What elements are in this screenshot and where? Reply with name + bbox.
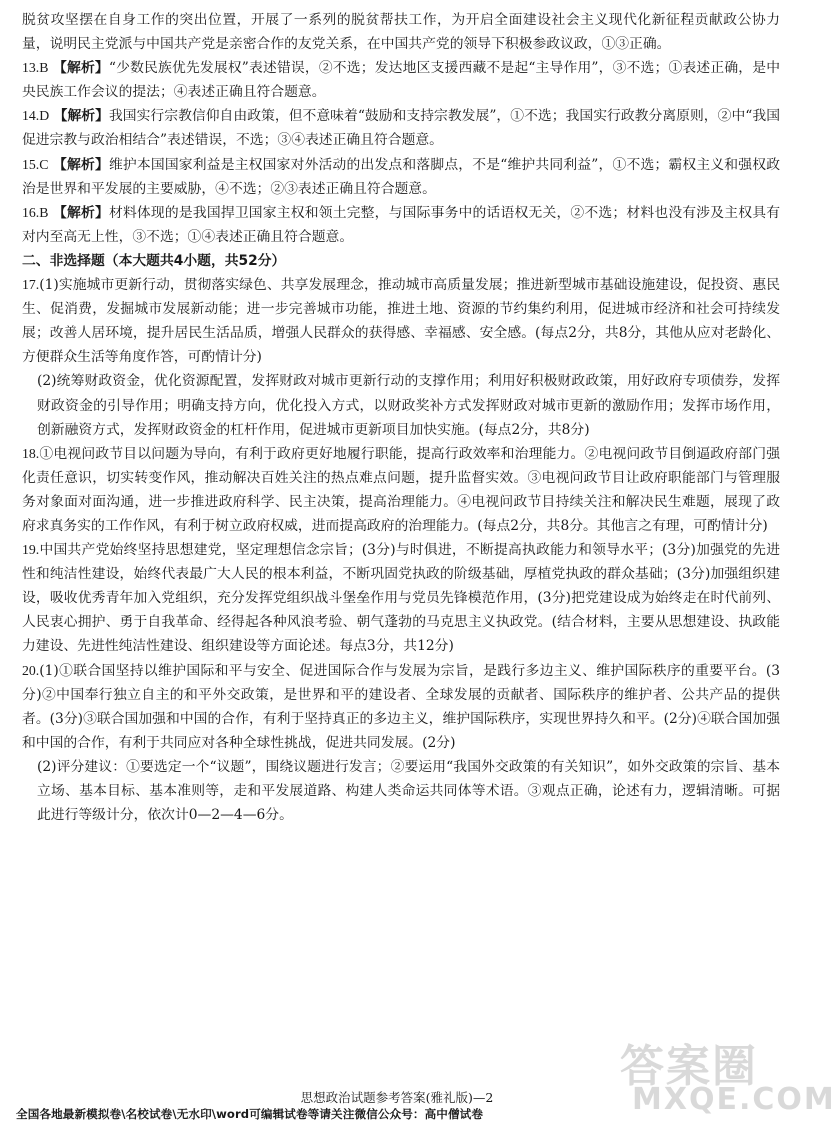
item-text: 维护本国国家利益是主权国家对外活动的出发点和落脚点，不是“维护共同利益”，①不选；霸权主义和强权政治是世界和平发展的主要威胁，④不选；②③表述正确且符合题意。 [22, 156, 781, 197]
item-number: 18. [22, 445, 40, 461]
intro-paragraph: 脱贫攻坚摆在自身工作的突出位置，开展了一系列的脱贫帮扶工作，为开启全面建设社会主义现代化新征程贡献政公协力量，说明民主党派与中国共产党是亲密合作的友党关系，在中国共产党的领导下积极参政议政，①③正确。 [22, 12, 780, 53]
answer-item-13 [22, 56, 780, 104]
item-number: 17. [22, 277, 40, 293]
logo-chinese-text: 答案圈 [620, 1041, 758, 1092]
answer-item-15 [22, 153, 780, 201]
item-text: (1)实施城市更新行动，贯彻落实绿色、共享发展理念，推动城市高质量发展；推进新型城市基础设施建设，促投资、惠民生、促消费，发掘城市发展新动能；进一步完善城市功能，推进土地、资源的节约集约利用，促进城市经济和社会可持续发展；改善人居环境，提升居民生活品质，增强人民群众的获得感、幸福感、安全感。(每点2分，共8分，其他从应对老龄化、方便群众生活等角度作答，可酌情计分) [22, 277, 780, 366]
page-footer-note: 全国各地最新模拟卷\名校试卷\无水印\word可编辑试卷等请关注微信公众号：高中僧试卷 [16, 1107, 484, 1121]
answer-item-14 [22, 104, 780, 152]
item-text: 材料体现的是我国捍卫国家主权和领土完整，与国际事务中的话语权无关，②不选；材料也没有涉及主权具有对内至高无上性，③不选；①④表述正确且符合题意。 [22, 204, 781, 245]
page-footer-title: 思想政治试题参考答案(雅礼版)—2 [300, 1090, 494, 1105]
answer-item-20-part2: (2)评分建议：①要选定一个“议题”，围绕议题进行发言；②要运用“我国外交政策的有关知识”，如外交政策的宗旨、基本立场、基本目标、基本准则等，走和平发展道路、构建人类命运共同体等术语。③观点正确，论述有力，逻辑清晰。可据此进行等级计分，依次计0—2—4—6分。 [37, 758, 780, 824]
item-number: 14.D [22, 108, 50, 124]
answer-item-18 [22, 442, 780, 538]
item-number: 13.B [22, 60, 49, 76]
answer-item-16 [22, 201, 780, 249]
watermark-logo [620, 1030, 836, 1120]
section-heading: 二、非选择题（本大题共4小题，共52分） [22, 252, 286, 269]
analysis-tag: 【解析】 [53, 108, 109, 125]
analysis-tag: 【解析】 [53, 204, 109, 221]
item-text: (1)①联合国坚持以维护国际和平与安全、促进国际合作与发展为宗旨，是践行多边主义、维护国际秩序的重要平台。(3分)②中国奉行独立自主的和平外交政策，是世界和平的建设者、全球发展的贡献者、国际秩序的维护者、公共产品的提供者。(3分)③联合国加强和中国的合作，有利于坚持真正的多边主义，维护国际秩序，实现世界持久和平。(2分)④联合国加强和中国的合作，有利于共同应对各种全球性挑战，促进共同发展。(2分) [22, 662, 780, 751]
answer-item-17-part2: (2)统筹财政资金，优化资源配置，发挥财政对城市更新行动的支撑作用；利用好积极财政政策，用好政府专项债券，发挥财政资金的引导作用；明确支持方向，优化投入方式，以财政奖补方式发挥财政对城市更新的激励作用；发挥市场作用，创新融资方式，发挥财政资金的杠杆作用，促进城市更新项目加快实施。(每点2分，共8分) [37, 373, 780, 438]
item-number: 16.B [22, 204, 49, 220]
analysis-tag: 【解析】 [53, 60, 109, 77]
item-text: 中国共产党始终坚持思想建党，坚定理想信念宗旨；(3分)与时俱进，不断提高执政能力和领导水平；(3分)加强党的先进性和纯洁性建设，始终代表最广大人民的根本利益，不断巩固党执政的阶级基础，厚植党执政的群众基础；(3分)加强组织建设，吸收优秀青年加入党组织，充分发挥党组织战斗堡垒作用与党员先锋模范作用，(3分)把党建设成为始终走在时代前列、人民衷心拥护、勇于自我革命、经得起各种风浪考验、朝气蓬勃的马克思主义执政党。(结合材料，主要从思想建设、执政能力建设、先进性纯洁性建设、组织建设等方面论述。每点3分，共12分) [22, 542, 780, 655]
answer-item-19 [22, 538, 780, 658]
answer-page [22, 8, 780, 827]
item-text: “少数民族优先发展权”表述错误，②不选；发达地区支援西藏不是起“主导作用”，③不选；①表述正确，是中央民族工作会议的提法；④表述正确且符合题意。 [22, 60, 781, 101]
analysis-tag: 【解析】 [53, 156, 109, 173]
item-number: 15.C [22, 156, 49, 172]
answer-item-17 [22, 273, 780, 369]
item-number: 20. [22, 662, 40, 678]
answer-item-20 [22, 659, 780, 755]
logo-domain-text: MXQE.COM [632, 1082, 836, 1117]
item-text: ①电视问政节目以问题为导向，有利于政府更好地履行职能，提高行政效率和治理能力。②电视问政节目倒逼政府部门强化责任意识，切实转变作风，推动解决百姓关注的热点难点问题，提升监督实效。③电视问政节目让政府职能部门与管理服务对象面对面沟通，进一步推进政府科学、民主决策，提高治理能力。④电视问政节目持续关注和解决民生难题，展现了政府求真务实的工作作风，有利于树立政府权威，进而提高政府的治理能力。(每点2分，共8分。其他言之有理，可酌情计分) [22, 445, 780, 534]
item-number: 19. [22, 542, 40, 558]
item-text: 我国实行宗教信仰自由政策，但不意味着“鼓励和支持宗教发展”，①不选；我国实行政教分离原则，②中“我国促进宗教与政治相结合”表述错误，不选；③④表述正确且符合题意。 [22, 108, 780, 149]
